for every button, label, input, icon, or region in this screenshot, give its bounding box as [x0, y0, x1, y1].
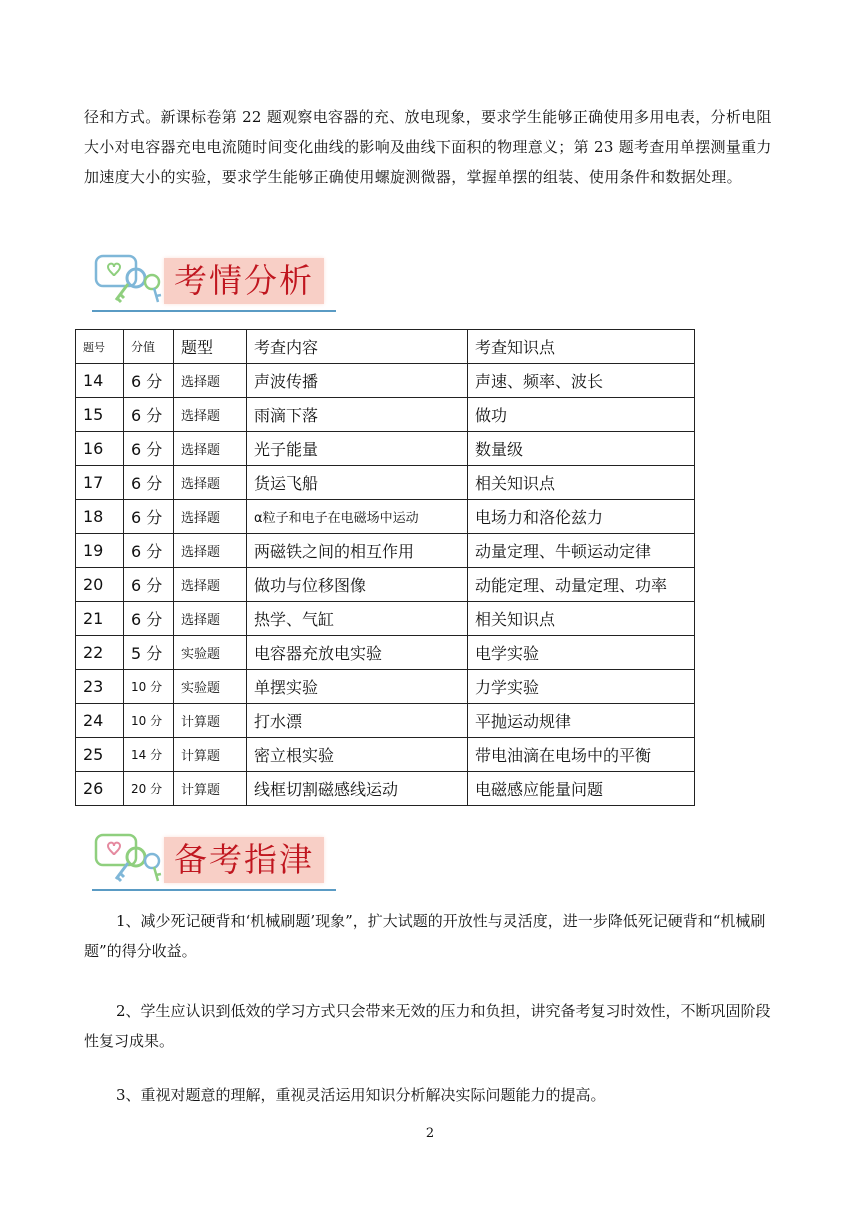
- table-cell: 26: [76, 772, 124, 806]
- table-cell: 6 分: [124, 364, 174, 398]
- table-cell: 21: [76, 602, 124, 636]
- table-row: [76, 466, 695, 500]
- table-cell: 平抛运动规律: [468, 704, 695, 738]
- table-row: [76, 602, 695, 636]
- table-cell: 密立根实验: [247, 738, 468, 772]
- banner-underline: [92, 310, 336, 312]
- header-cell: 考查内容: [247, 330, 468, 364]
- table-cell: 声波传播: [247, 364, 468, 398]
- header-cell: 分值: [124, 330, 174, 364]
- table-cell: 电容器充放电实验: [247, 636, 468, 670]
- table-cell: 相关知识点: [468, 466, 695, 500]
- table-cell: 带电油滴在电场中的平衡: [468, 738, 695, 772]
- table-cell: 实验题: [174, 670, 247, 704]
- page-number: 2: [425, 1126, 435, 1141]
- table-cell: 计算题: [174, 704, 247, 738]
- table-cell: 6 分: [124, 466, 174, 500]
- table-cell: 6 分: [124, 432, 174, 466]
- table-cell: 10 分: [124, 670, 174, 704]
- table-cell: 做功: [468, 398, 695, 432]
- table-cell: 19: [76, 534, 124, 568]
- table-cell: 15: [76, 398, 124, 432]
- header-cell: 题号: [76, 330, 124, 364]
- table-cell: 6 分: [124, 602, 174, 636]
- table-cell: 10 分: [124, 704, 174, 738]
- table-row: [76, 704, 695, 738]
- table-cell: 选择题: [174, 364, 247, 398]
- table-cell: 电学实验: [468, 636, 695, 670]
- table-cell: 计算题: [174, 772, 247, 806]
- table-cell: 选择题: [174, 534, 247, 568]
- table-cell: 雨滴下落: [247, 398, 468, 432]
- section-banner-guide: [92, 831, 336, 893]
- table-cell: 20: [76, 568, 124, 602]
- table-cell: 选择题: [174, 432, 247, 466]
- table-header-row: [76, 330, 695, 364]
- header-cell: 题型: [174, 330, 247, 364]
- table-cell: 6 分: [124, 568, 174, 602]
- table-cell: 5 分: [124, 636, 174, 670]
- table-cell: 线框切割磁感线运动: [247, 772, 468, 806]
- header-cell: 考查知识点: [468, 330, 695, 364]
- banner-title: 备考指津: [174, 840, 314, 879]
- table-cell: 24: [76, 704, 124, 738]
- table-cell: 动能定理、动量定理、功率: [468, 568, 695, 602]
- guide-item: 1、减少死记硬背和‘机械刷题’现象”，扩大试题的开放性与灵活度，进一步降低死记硬背和“机械刷题”的得分收益。: [84, 912, 766, 960]
- table-cell: 实验题: [174, 636, 247, 670]
- table-cell: 声速、频率、波长: [468, 364, 695, 398]
- heart-key-icon: [92, 252, 168, 308]
- table-cell: 电场力和洛伦兹力: [468, 500, 695, 534]
- table-cell: 6 分: [124, 398, 174, 432]
- table-cell: 两磁铁之间的相互作用: [247, 534, 468, 568]
- table-cell: 选择题: [174, 466, 247, 500]
- heart-key-icon: [92, 831, 168, 887]
- table-row: [76, 500, 695, 534]
- table-cell: 选择题: [174, 568, 247, 602]
- table-row: [76, 738, 695, 772]
- table-cell: 数量级: [468, 432, 695, 466]
- intro-paragraph: 径和方式。新课标卷第 22 题观察电容器的充、放电现象，要求学生能够正确使用多用电表，分析电阻大小对电容器充电电流随时间变化曲线的影响及曲线下面积的物理意义；第 23 题考查用单摆测量重力加速度大小的实验，要求学生能够正确使用螺旋测微器，掌握单摆的组装、使用条件和数据处理。: [84, 108, 772, 186]
- table-cell: 选择题: [174, 602, 247, 636]
- table-row: [76, 670, 695, 704]
- table-cell: 17: [76, 466, 124, 500]
- table-cell: 25: [76, 738, 124, 772]
- table-row: [76, 534, 695, 568]
- table-row: [76, 568, 695, 602]
- table-cell: 货运飞船: [247, 466, 468, 500]
- table-cell: 计算题: [174, 738, 247, 772]
- table-cell: 做功与位移图像: [247, 568, 468, 602]
- section-banner-analysis: [92, 252, 336, 314]
- table-cell: 热学、气缸: [247, 602, 468, 636]
- table-cell: 18: [76, 500, 124, 534]
- banner-title-box: [164, 837, 324, 883]
- table-row: [76, 432, 695, 466]
- table-cell: 单摆实验: [247, 670, 468, 704]
- guide-item: 3、重视对题意的理解，重视灵活运用知识分析解决实际问题能力的提高。: [116, 1086, 606, 1104]
- table-cell: 14: [76, 364, 124, 398]
- table-cell: 打水漂: [247, 704, 468, 738]
- table-row: [76, 364, 695, 398]
- table-row: [76, 636, 695, 670]
- table-cell: 选择题: [174, 500, 247, 534]
- banner-title-box: [164, 258, 324, 304]
- table-cell: 14 分: [124, 738, 174, 772]
- table-row: [76, 772, 695, 806]
- banner-title: 考情分析: [174, 261, 314, 300]
- table-cell: 动量定理、牛顿运动定律: [468, 534, 695, 568]
- table-cell: 6 分: [124, 500, 174, 534]
- banner-underline: [92, 889, 336, 891]
- table-cell: 相关知识点: [468, 602, 695, 636]
- table-cell: 22: [76, 636, 124, 670]
- table-cell: 选择题: [174, 398, 247, 432]
- table-row: [76, 398, 695, 432]
- table-cell: 力学实验: [468, 670, 695, 704]
- table-cell: α粒子和电子在电磁场中运动: [247, 500, 468, 534]
- table-cell: 23: [76, 670, 124, 704]
- table-cell: 16: [76, 432, 124, 466]
- table-cell: 6 分: [124, 534, 174, 568]
- guide-item: 2、学生应认识到低效的学习方式只会带来无效的压力和负担，讲究备考复习时效性，不断巩固阶段性复习成果。: [84, 1002, 771, 1050]
- table-cell: 光子能量: [247, 432, 468, 466]
- exam-analysis-table: [75, 329, 695, 806]
- table-cell: 20 分: [124, 772, 174, 806]
- table-cell: 电磁感应能量问题: [468, 772, 695, 806]
